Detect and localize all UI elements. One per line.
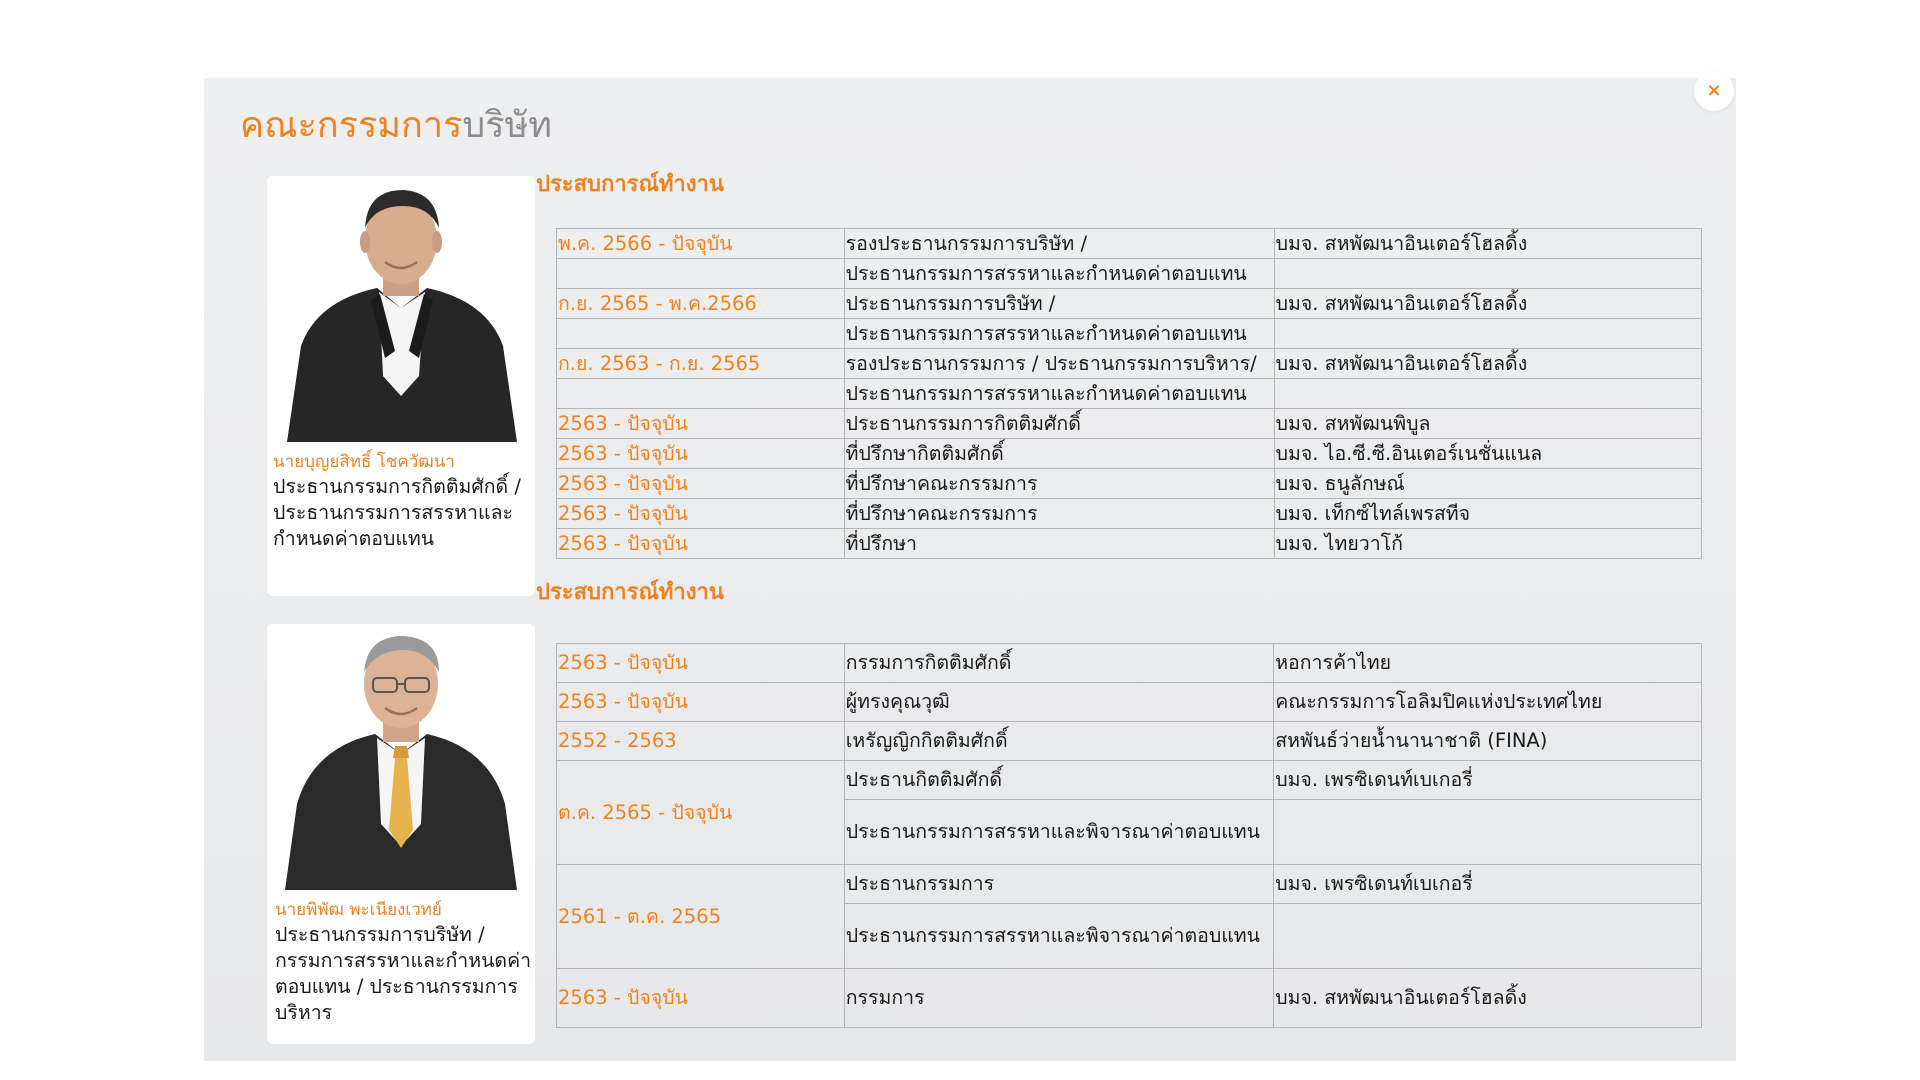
position-cell: ที่ปรึกษาคณะกรรมการ <box>844 499 1274 529</box>
experience-table <box>556 643 1702 1028</box>
period-cell: ต.ค. 2565 - ปัจจุบัน <box>557 761 845 865</box>
position-cell: ผู้ทรงคุณวุฒิ <box>844 683 1273 722</box>
table-row <box>557 969 1702 1028</box>
organization-cell: บมจ. สหพัฒนาอินเตอร์โฮลดิ้ง <box>1274 229 1701 259</box>
table-row <box>557 469 1702 499</box>
table-row <box>557 683 1702 722</box>
director-name: นายบุญยสิทธิ์ โชควัฒนา <box>273 452 455 472</box>
period-cell: 2563 - ปัจจุบัน <box>557 529 845 559</box>
position-cell: ประธานกรรมการสรรหาและพิจารณาค่าตอบแทน <box>844 800 1273 865</box>
position-cell: กรรมการกิตติมศักดิ์ <box>844 644 1273 683</box>
position-cell: เหรัญญิกกิตติมศักดิ์ <box>844 722 1273 761</box>
table-row <box>557 529 1702 559</box>
position-cell: ประธานกรรมการ <box>844 865 1273 904</box>
position-cell: รองประธานกรรมการ / ประธานกรรมการบริหาร/ <box>844 349 1274 379</box>
position-cell: ประธานกรรมการสรรหาและกำหนดค่าตอบแทน <box>844 379 1274 409</box>
organization-cell: สหพันธ์ว่ายน้ำนานาชาติ (FINA) <box>1274 722 1702 761</box>
page-title <box>240 98 552 154</box>
table-row <box>557 349 1702 379</box>
period-cell: 2552 - 2563 <box>557 722 845 761</box>
table-row <box>557 259 1702 289</box>
organization-cell: บมจ. สหพัฒนาอินเตอร์โฮลดิ้ง <box>1274 969 1702 1028</box>
period-cell <box>557 259 845 289</box>
period-cell: 2563 - ปัจจุบัน <box>557 469 845 499</box>
page-title-accent: คณะกรรมการ <box>240 105 463 146</box>
period-cell: 2561 - ต.ค. 2565 <box>557 865 845 969</box>
period-cell: 2563 - ปัจจุบัน <box>557 969 845 1028</box>
table-row <box>557 319 1702 349</box>
period-cell: พ.ค. 2566 - ปัจจุบัน <box>557 229 845 259</box>
table-row <box>557 499 1702 529</box>
period-cell: 2563 - ปัจจุบัน <box>557 683 845 722</box>
position-cell: ที่ปรึกษาคณะกรรมการ <box>844 469 1274 499</box>
organization-cell: บมจ. เพรซิเดนท์เบเกอรี่ <box>1274 761 1702 800</box>
director-name: นายพิพัฒ พะเนียงเวทย์ <box>275 900 442 920</box>
period-cell: 2563 - ปัจจุบัน <box>557 409 845 439</box>
period-cell <box>557 379 845 409</box>
director-photo <box>267 176 535 442</box>
organization-cell: บมจ. เพรซิเดนท์เบเกอรี่ <box>1274 865 1702 904</box>
organization-cell <box>1274 319 1701 349</box>
position-cell: ประธานกรรมการสรรหาและกำหนดค่าตอบแทน <box>844 319 1274 349</box>
period-cell: 2563 - ปัจจุบัน <box>557 644 845 683</box>
period-cell <box>557 319 845 349</box>
page-title-gray: บริษัท <box>462 105 553 146</box>
position-cell: ประธานกรรมการสรรหาและพิจารณาค่าตอบแทน <box>844 904 1273 969</box>
close-button[interactable]: × <box>1694 71 1734 111</box>
position-cell: ที่ปรึกษากิตติมศักดิ์ <box>844 439 1274 469</box>
director-card <box>267 176 535 596</box>
organization-cell: คณะกรรมการโอลิมปิคแห่งประเทศไทย <box>1274 683 1702 722</box>
period-cell: 2563 - ปัจจุบัน <box>557 499 845 529</box>
position-cell: ประธานกรรมการบริษัท / <box>844 289 1274 319</box>
organization-cell <box>1274 904 1702 969</box>
organization-cell: บมจ. เท็กซ์ไทล์เพรสทีจ <box>1274 499 1701 529</box>
table-row <box>557 409 1702 439</box>
table-row <box>557 289 1702 319</box>
table-row <box>557 379 1702 409</box>
organization-cell: บมจ. สหพัฒนาอินเตอร์โฮลดิ้ง <box>1274 349 1701 379</box>
table-row <box>557 439 1702 469</box>
position-cell: ประธานกรรมการสรรหาและกำหนดค่าตอบแทน <box>844 259 1274 289</box>
person-portrait-icon <box>267 624 535 890</box>
organization-cell: บมจ. ธนูลักษณ์ <box>1274 469 1701 499</box>
period-cell: ก.ย. 2565 - พ.ค.2566 <box>557 289 845 319</box>
position-cell: กรรมการ <box>844 969 1273 1028</box>
organization-cell: บมจ. สหพัฒนาอินเตอร์โฮลดิ้ง <box>1274 289 1701 319</box>
table-row <box>557 229 1702 259</box>
director-role: ประธานกรรมการบริษัท / กรรมการสรรหาและกำหนดค่าตอบแทน / ประธานกรรมการบริหาร <box>275 923 532 1024</box>
experience-heading: ประสบการณ์ทำงาน <box>536 172 724 197</box>
organization-cell <box>1274 379 1701 409</box>
director-card <box>267 624 535 1044</box>
director-role: ประธานกรรมการกิตติมศักดิ์ / ประธานกรรมการสรรหาและกำหนดค่าตอบแทน <box>273 475 521 550</box>
experience-heading: ประสบการณ์ทำงาน <box>536 580 724 605</box>
organization-cell <box>1274 800 1702 865</box>
organization-cell: บมจ. สหพัฒนพิบูล <box>1274 409 1701 439</box>
table-row <box>557 644 1702 683</box>
director-photo <box>267 624 535 890</box>
table-row <box>557 722 1702 761</box>
organization-cell: หอการค้าไทย <box>1274 644 1702 683</box>
position-cell: รองประธานกรรมการบริษัท / <box>844 229 1274 259</box>
organization-cell: บมจ. ไอ.ซี.ซี.อินเตอร์เนชั่นแนล <box>1274 439 1701 469</box>
table-row <box>557 761 1702 800</box>
position-cell: ที่ปรึกษา <box>844 529 1274 559</box>
organization-cell: บมจ. ไทยวาโก้ <box>1274 529 1701 559</box>
experience-table <box>556 228 1702 559</box>
period-cell: 2563 - ปัจจุบัน <box>557 439 845 469</box>
position-cell: ประธานกรรมการกิตติมศักดิ์ <box>844 409 1274 439</box>
table-row <box>557 865 1702 904</box>
person-portrait-icon <box>267 176 535 442</box>
position-cell: ประธานกิตติมศักดิ์ <box>844 761 1273 800</box>
period-cell: ก.ย. 2563 - ก.ย. 2565 <box>557 349 845 379</box>
organization-cell <box>1274 259 1701 289</box>
